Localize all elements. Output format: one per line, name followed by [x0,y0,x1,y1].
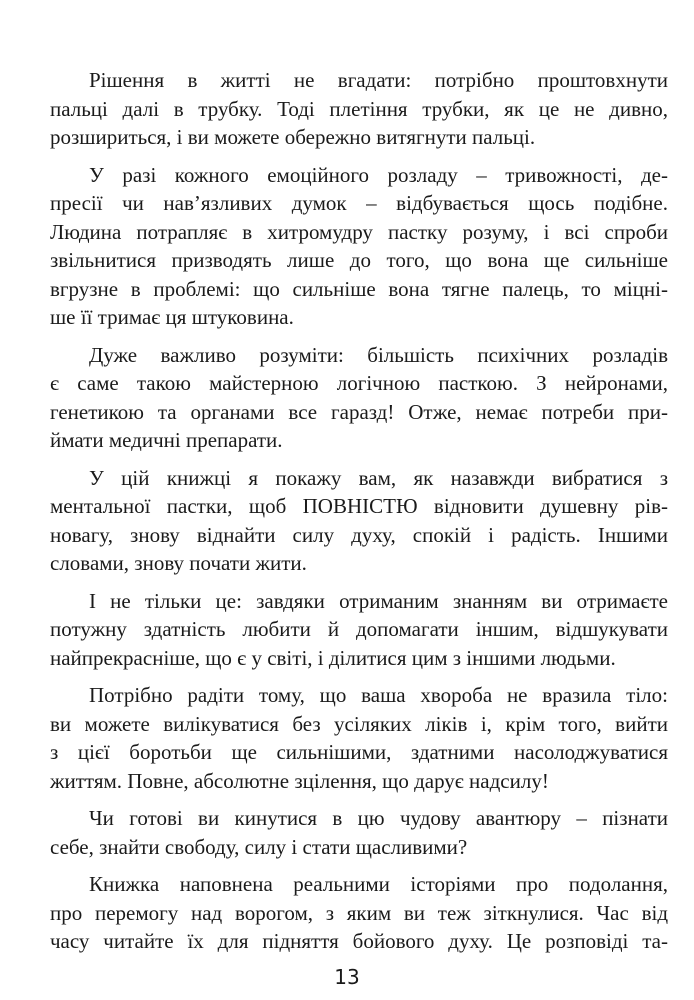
text-line: розшириться, і ви можете обережно витягнути пальці. [50,125,536,149]
text-line: про перемогу над ворогом, з яким ви теж зіткнулися. Час від [50,900,668,925]
text-line: ви можете вилікуватися без усіляких ліків і, крім того, вийти [50,711,668,736]
paragraph [50,464,668,578]
text-line: Рішення в житті не вгадати: потрібно проштовхнути [89,68,668,92]
paragraph [50,870,668,956]
page-body-text [50,66,668,956]
text-line: Чи готові ви кинутися в цю чудову авантюру – пізнати [89,806,668,830]
text-line: себе, знайти свободу, силу і стати щасливими? [50,834,468,859]
text-line: Потрібно радіти тому, що ваша хвороба не вразила тіло: [89,683,668,707]
paragraph [50,804,668,861]
paragraph [50,66,668,152]
text-line: потужну здатність любити й допомагати іншим, відшукувати [50,617,668,641]
text-line: є саме такою майстерною логічною пасткою. З нейронами, [50,371,668,395]
text-line: Дуже важливо розуміти: більшість психічних розладів [89,342,668,367]
text-line: словами, знову почати жити. [50,551,307,575]
text-line: Людина потрапляє в хитромудру пастку розуму, і всі спроби [50,219,668,244]
paragraph [50,681,668,795]
text-line: генетикою та органами все гаразд! Отже, немає потреби при- [50,399,668,424]
text-line: ментальної пастки, щоб ПОВНІСТЮ відновити душевну рів- [50,494,668,518]
paragraph [50,341,668,455]
text-line: життям. Повне, абсолютне зцілення, що дарує надсилу! [50,768,549,793]
text-line: звільнитися призводять лише до того, що вона ще сильніше [50,248,668,272]
text-line: І не тільки це: завдяки отриманим знанням ви отримаєте [89,588,668,613]
text-line: ше її тримає ця штуковина. [50,305,294,329]
paragraph [50,161,668,332]
text-line: з цієї боротьби ще сильнішими, здатними насолоджуватися [50,740,668,764]
text-line: Книжка наповнена реальними історіями про подолання, [89,872,668,896]
paragraph [50,587,668,673]
text-line: пресії чи нав’язливих думок – відбувається щось подібне. [50,191,668,215]
text-line: У цій книжці я покажу вам, як назавжди вибратися з [89,465,668,490]
page-number: 13 [334,964,360,989]
text-line: ймати медичні препарати. [50,428,283,452]
text-line: часу читайте їх для підняття бойового духу. Це розповіді та- [50,929,668,953]
text-line: новагу, знову віднайти силу духу, спокій і радість. Іншими [50,522,668,547]
text-line: У разі кожного емоційного розладу – тривожності, де- [89,162,668,187]
text-line: пальці далі в трубку. Тоді плетіння трубки, як це не дивно, [50,96,668,121]
text-line: вгрузне в проблемі: що сильніше вона тягне палець, то міцні- [50,276,668,301]
text-line: найпрекрасніше, що є у світі, і ділитися цим з іншими людьми. [50,645,616,670]
